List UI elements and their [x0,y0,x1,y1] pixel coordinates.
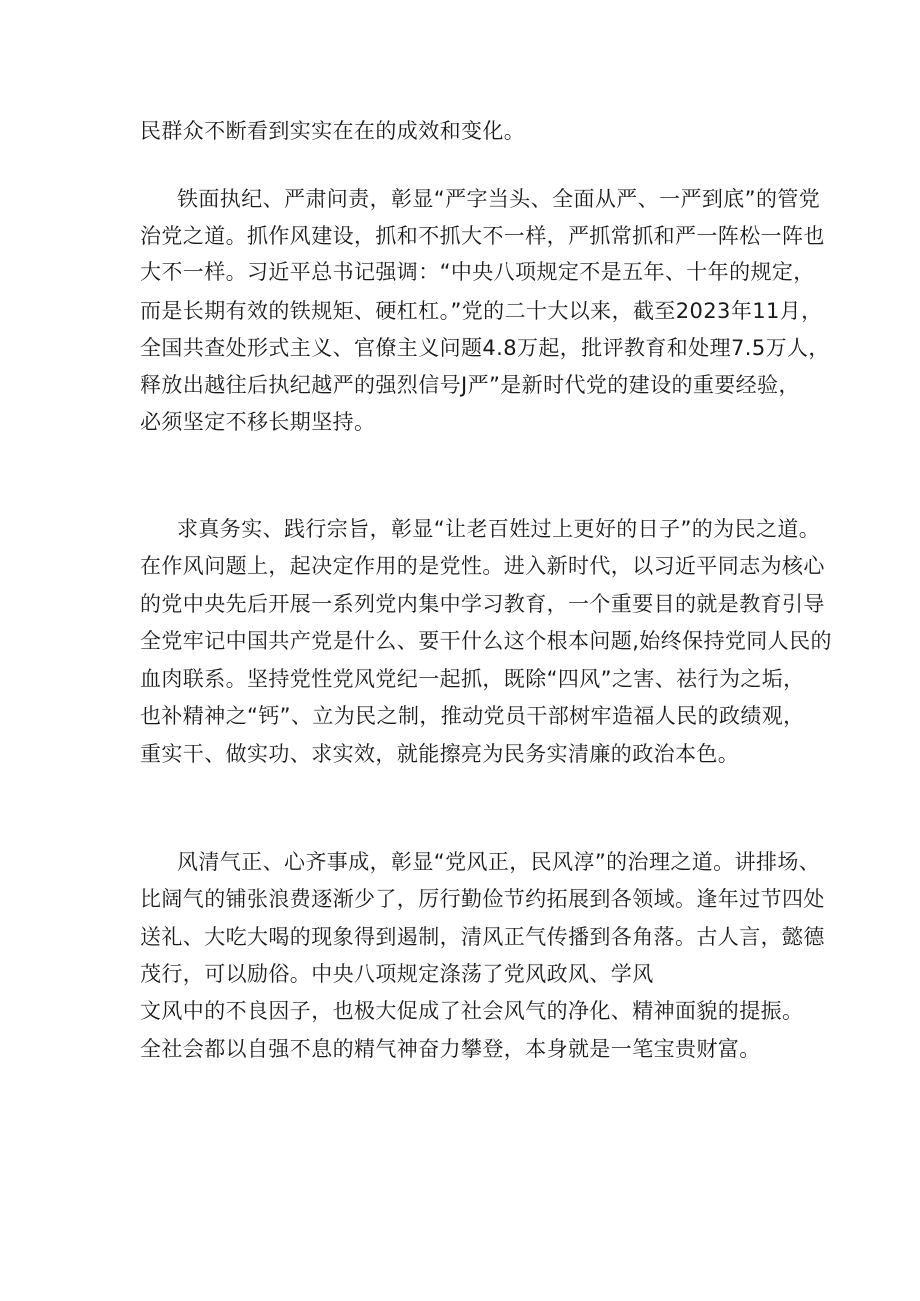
text-line: 文风中的不良因子，也极大促成了社会风气的净化、精神面貌的提振。 [140,999,804,1023]
text-line: 血肉联系。坚持党性党风党纪一起抓，既除“四风”之害、祛行为之垢， [140,667,805,691]
text-line: 送礼、大吃大喝的现象得到遏制，清风正气传播到各角落。古人言，懿德 [140,925,825,949]
text-line: 释放出越往后执纪越严的强烈信号J严”是新时代党的建设的重要经验， [140,373,800,397]
text-line: 大不一样。习近平总书记强调：“中央八项规定不是五年、十年的规定， [140,260,815,284]
text-line: 求真务实、践行宗旨，彰显“让老百姓过上更好的日子”的为民之道。 [177,517,821,541]
text-line: 也补精神之“钙”、立为民之制，推动党员干部树牢造福人民的政绩观， [140,704,805,728]
text-line: 比阔气的铺张浪费逐渐少了，厉行勤俭节约拓展到各领域。逢年过节四处 [140,887,825,911]
text-line: 民群众不断看到实实在在的成效和变化。 [140,119,526,143]
text-line: 茂行，可以励俗。中央八项规定涤荡了党风政风、学风 [140,962,654,986]
text-line: 重实干、做实功、求实效，就能擦亮为民务实清廉的政治本色。 [140,742,740,766]
text-line: 全社会都以自强不息的精气神奋力攀登，本身就是一笔宝贵财富。 [140,1037,761,1061]
text-line: 的党中央先后开展一系列党内集中学习教育，一个重要目的就是教育引导 [140,592,825,616]
text-line: 在作风问题上，起决定作用的是党性。进入新时代，以习近平同志为核心 [140,554,825,578]
text-line: 风清气正、心齐事成，彰显“党风正，民风淳”的治理之道。讲排场、 [177,850,821,874]
text-line: 铁面执纪、严肃问责，彰显“严字当头、全面从严、一严到底”的管党 [177,187,821,211]
text-line: 全党牢记中国共产党是什么、要干什么这个根本问题,始终保持党同人民的 [140,629,832,653]
text-line: 必须坚定不移长期坚持。 [140,410,376,434]
text-line: 而是长期有效的铁规矩、硬杠杠。”党的二十大以来，截至2023年11月， [140,299,823,323]
text-line: 全国共查处形式主义、官僚主义问题4.8万起，批评教育和处理7.5万人， [140,336,830,360]
text-line: 治党之道。抓作风建设，抓和不抓大不一样，严抓常抓和严一阵松一阵也 [140,224,825,248]
